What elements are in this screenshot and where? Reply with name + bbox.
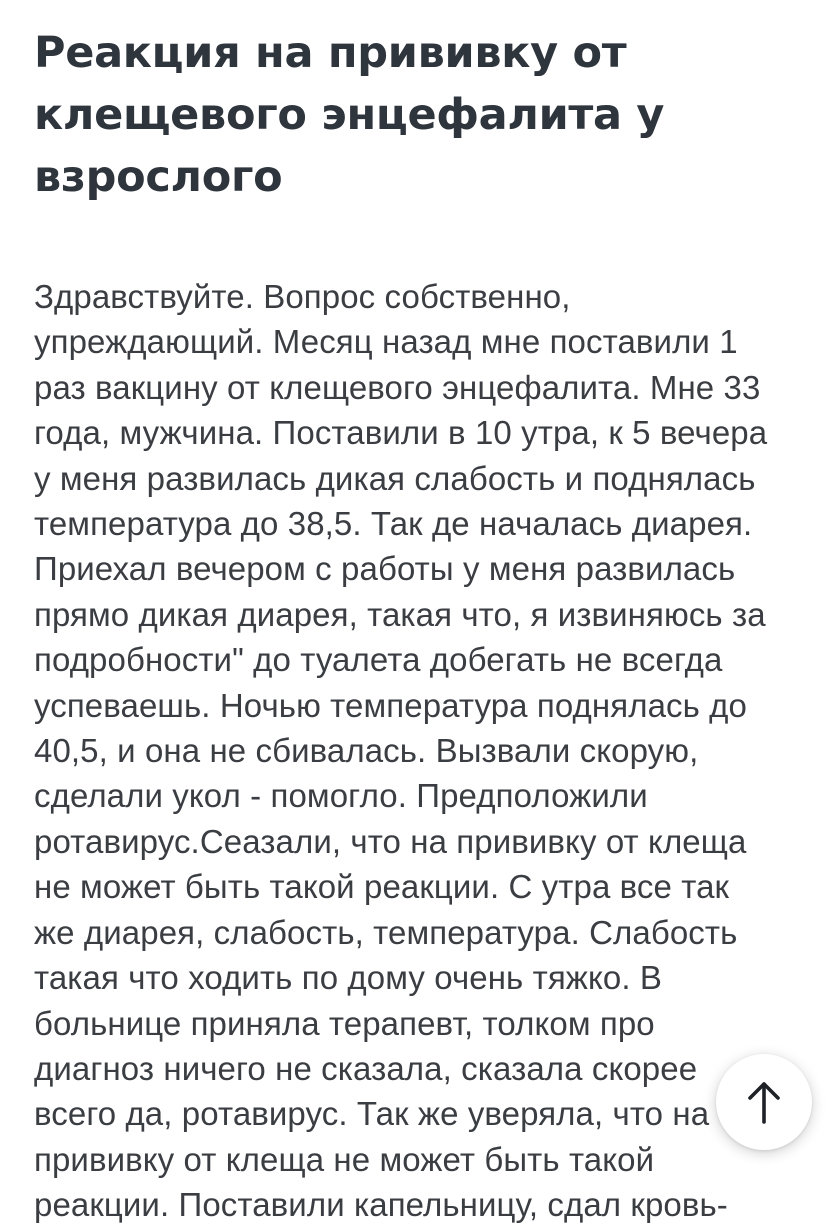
page-title: Реакция на прививку от клещевого энцефалита у взрослого [34,28,665,202]
scroll-to-top-button[interactable] [716,1054,812,1150]
arrow-up-icon [747,1080,781,1124]
article [34,22,814,1228]
question-body: Здравствуйте. Вопрос собственно, упреждающий. Месяц назад мне поставили 1 раз вакцину от клещевого энцефалита. Мне 33 года, мужчина. Поставили в 10 утра, к 5 вечера у меня развилась дикая слабость и поднялась температура до 38,5. Так де началась диарея. Приехал вечером с работы у меня развилась прямо дикая диарея, такая что, я извиняюсь за подробности" до туалета добегать не всегда успеваешь. Ночью температура поднялась до 40,5, и она не сбивалась. Вызвали скорую, сделали укол - помогло. Предположили ротавирус.Сеазали, что на прививку от клеща не может быть такой реакции. С утра все так же диарея, слабость, температура. Слабость такая что ходить по дому очень тяжко. В больнице приняла терапевт, толком про диагноз ничего не сказала, сказала скорее всего да, ротавирус. Так же уверяла, что на прививку от клеща не может быть такой реакции. Поставили капельницу, сдал кровь- [34,278,768,1224]
